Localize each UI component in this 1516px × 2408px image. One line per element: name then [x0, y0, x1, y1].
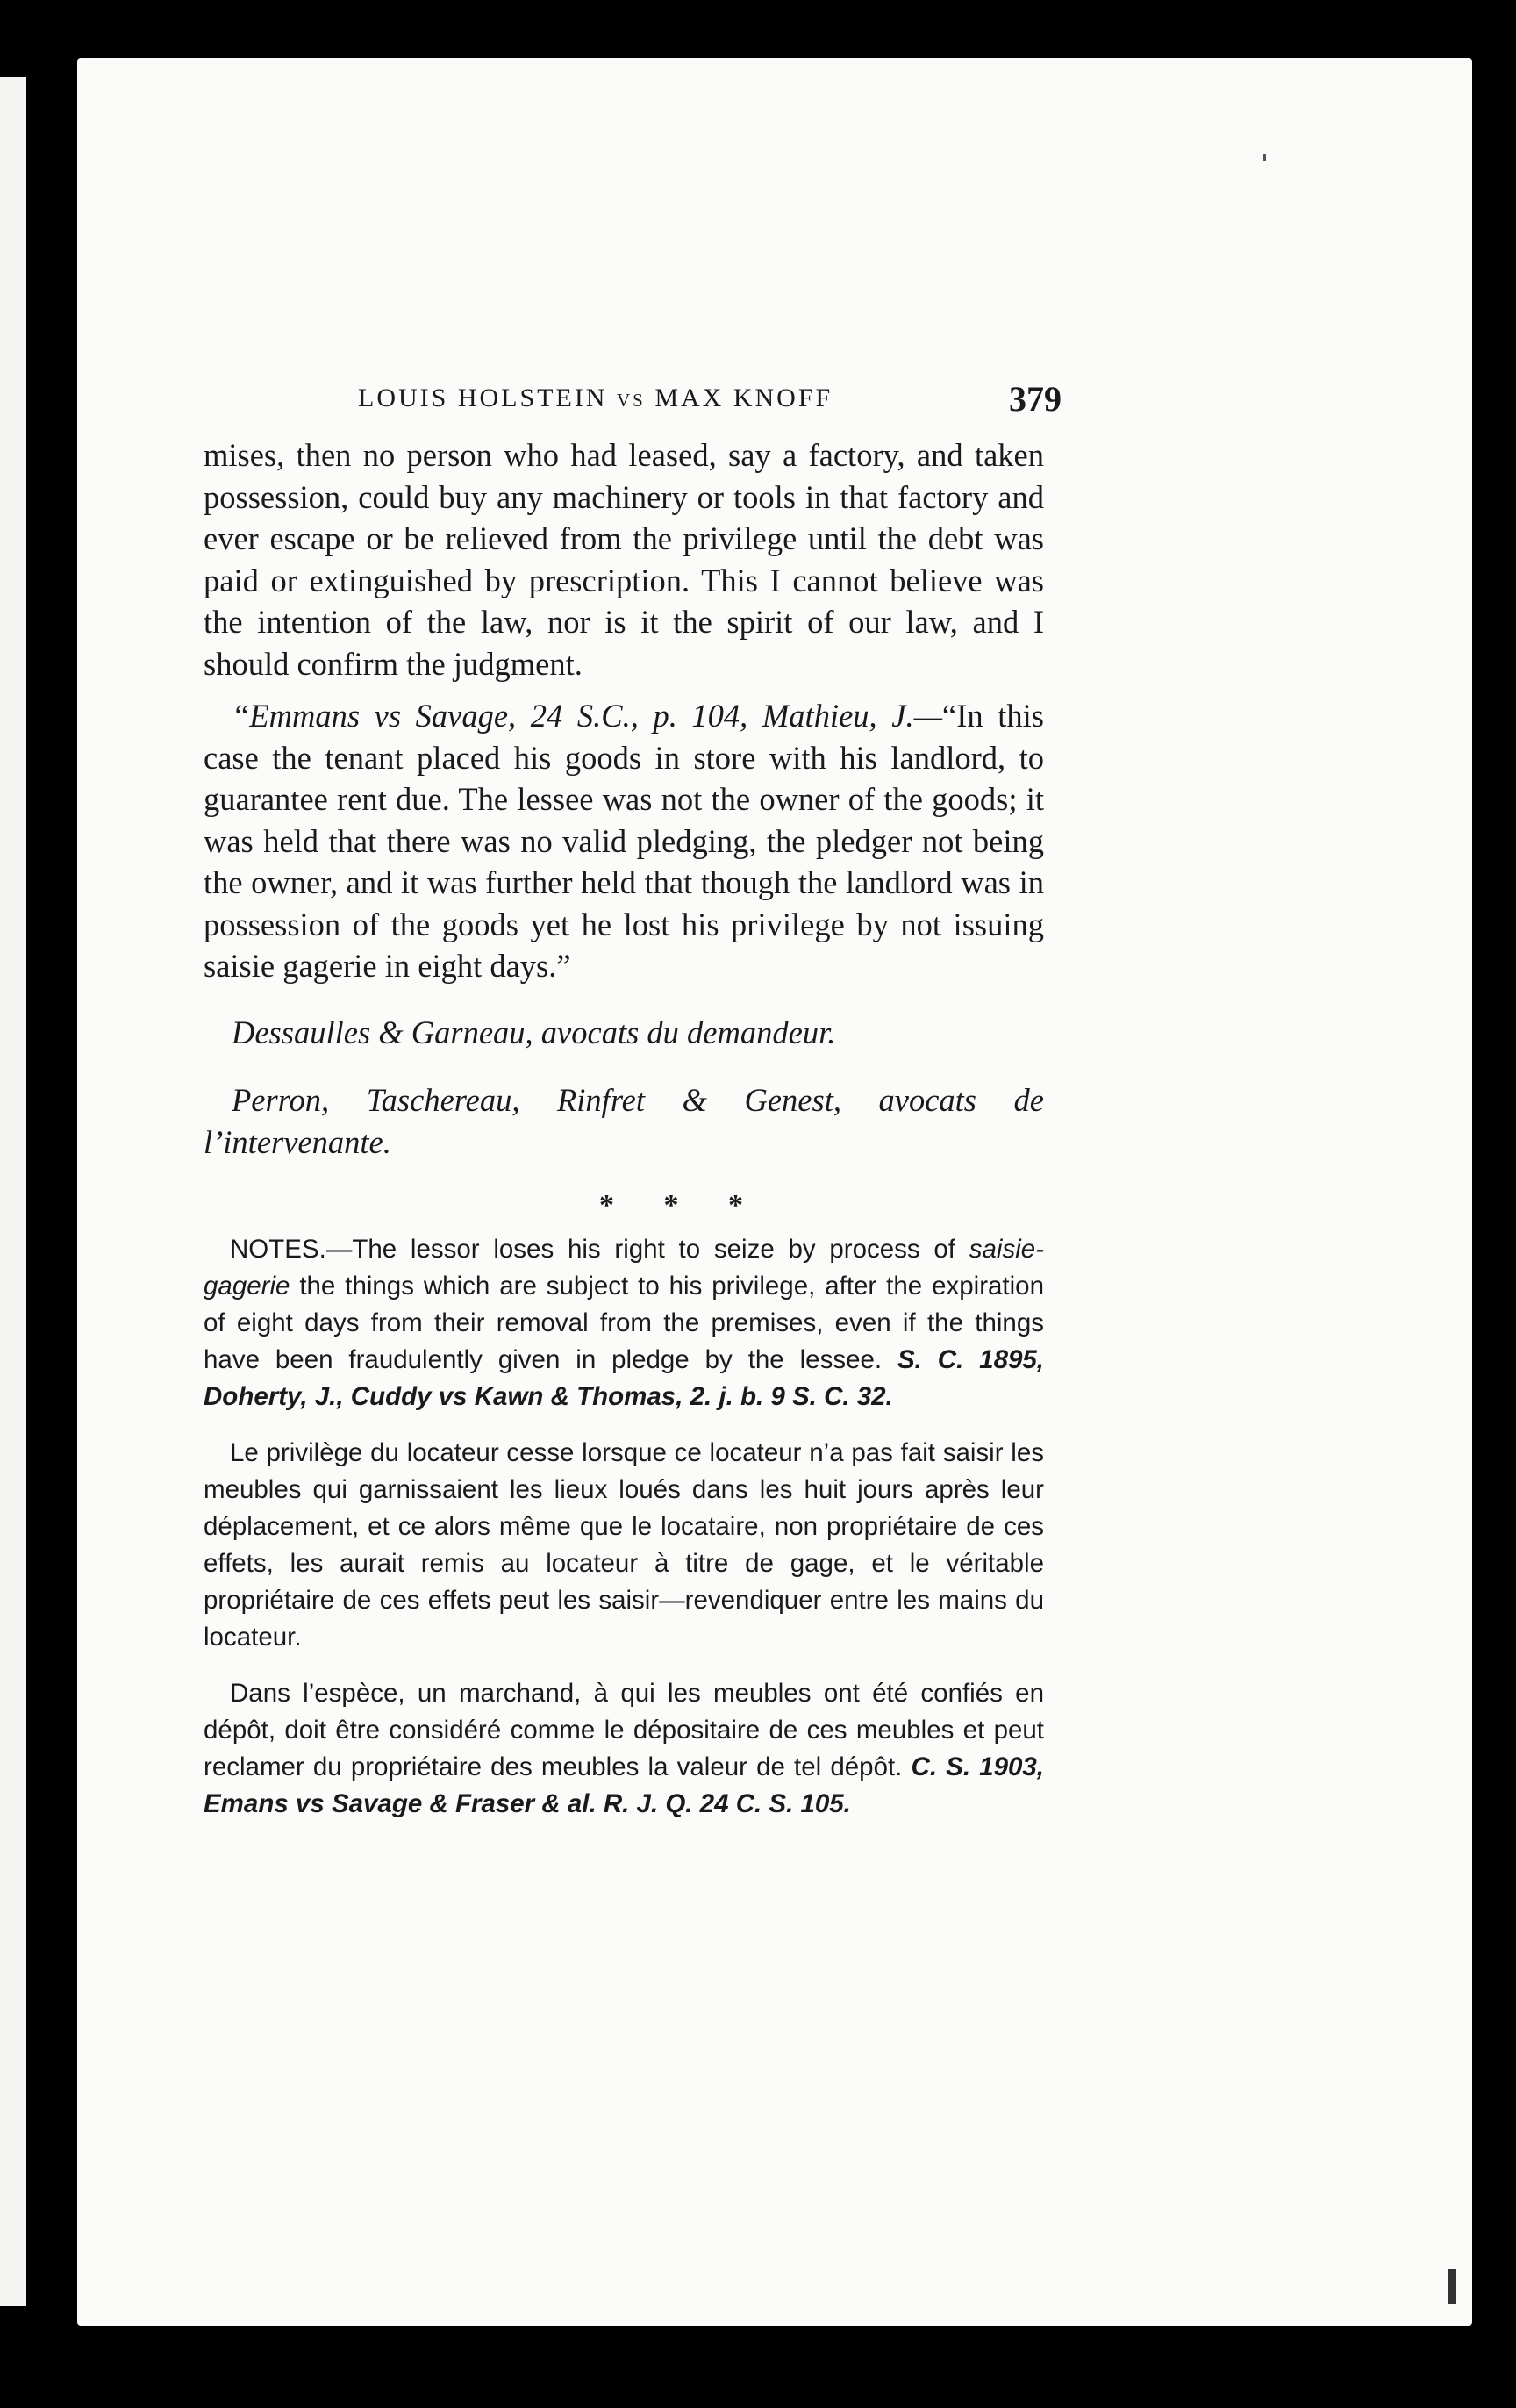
quote-citation: “Emmans vs Savage, 24 S.C., p. 104, Mathieu, J.—	[232, 698, 943, 734]
adjacent-page-edge	[0, 77, 26, 2306]
notes-label: NOTES.	[230, 1235, 326, 1264]
note-1-citation: S. C. 1895, Doherty, J., Cuddy vs Kawn & Thomas, 2. j. b. 9 S. C. 32.	[204, 1345, 1044, 1411]
running-title: LOUIS HOLSTEIN vs MAX KNOFF	[358, 383, 833, 412]
notes-section	[204, 1231, 1044, 1823]
paragraph-quote	[204, 695, 1044, 987]
page-number: 379	[1009, 379, 1062, 419]
scan-speck	[1263, 154, 1266, 161]
note-paragraph-1	[204, 1231, 1044, 1415]
note-paragraph-3	[204, 1675, 1044, 1823]
section-separator: * * *	[599, 1189, 764, 1222]
page-content	[204, 379, 1062, 1823]
note-3-citation: C. S. 1903, Emans vs Savage & Fraser & al. R. J. Q. 24 C. S. 105.	[204, 1752, 1044, 1818]
note-1-text-b: the things which are subject to his privilege, after the expiration of eight days from their removal from the premises, even if the things have been fraudulently given in pledge by the lessee.	[204, 1272, 1044, 1374]
paragraph-judgment: mises, then no person who had leased, say a factory, and taken possession, could buy any machinery or tools in that factory and ever escape or be relieved from the privilege until the debt was paid or extinguished by prescription. This I cannot believe was the intention of the law, nor is it the spirit of our law, and I should confirm the judgment.	[204, 437, 1044, 682]
running-head	[204, 379, 1062, 434]
quote-text: “In this case the tenant placed his goods in store with his landlord, to guarantee rent due. The lessee was not the owner of the goods; it was held that there was no valid pledging, the pledger not being the owner, and it was further held that though the landlord was in possession of the goods yet he lost his privilege by not issuing saisie gagerie in eight days.”	[204, 698, 1044, 984]
attribution-plaintiff: Dessaulles & Garneau, avocats du demandeur.	[232, 1014, 836, 1050]
note-paragraph-2: Le privilège du locateur cesse lorsque ce locateur n’a pas fait saisir les meubles qui garnissaient les lieux loués dans les huit jours après leur déplacement, et ce alors même que le locataire, non propriétaire de ces effets, les aurait remis au locateur à titre de gage, et le véritable propriétaire de ces effets peut les saisir—revendiquer entre les mains du locateur.	[204, 1438, 1044, 1652]
note-1-term: saisie-gagerie	[204, 1235, 1044, 1301]
scan-speck	[1448, 2269, 1456, 2304]
body-text	[204, 434, 1044, 1163]
attribution-intervenant: Perron, Taschereau, Rinfret & Genest, avocats de l’intervenante.	[204, 1082, 1044, 1160]
note-1-text-a: —The lessor loses his right to seize by process of	[325, 1235, 969, 1264]
note-3-text: Dans l’espèce, un marchand, à qui les meubles ont été confiés en dépôt, doit être considéré comme le dépositaire de ces meubles et peut reclamer du propriétaire des meubles la valeur de tel dépôt.	[204, 1679, 1044, 1781]
